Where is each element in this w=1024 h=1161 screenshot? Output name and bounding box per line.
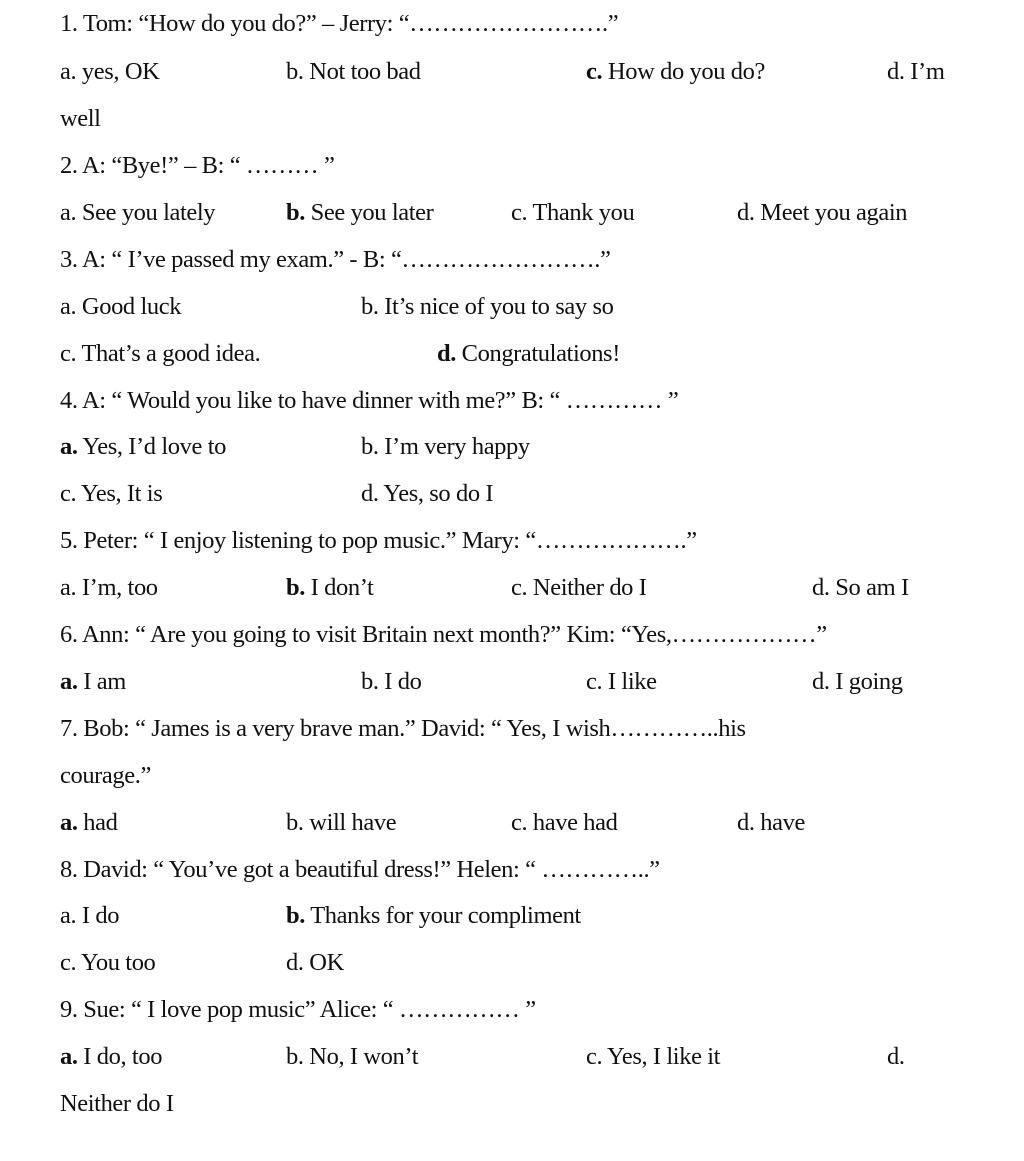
option-text: So am I [829, 574, 909, 601]
option-letter: b. [286, 199, 305, 226]
option-text: have [754, 809, 805, 836]
option-text: No, I won’t [303, 1043, 419, 1070]
option-text: I like [602, 668, 657, 695]
option-letter: a. [60, 293, 77, 320]
option-letter: c. [60, 480, 77, 507]
option-letter: d. [361, 480, 379, 507]
option-text: have had [527, 809, 618, 836]
option-text: yes, OK [76, 58, 160, 85]
option-letter: b. [286, 58, 304, 85]
option-letter: d. [887, 58, 905, 85]
option-letter: c. [511, 199, 528, 226]
q9-option-c [586, 1042, 720, 1072]
option-text: Yes, I’d love to [77, 433, 226, 460]
option-letter: c. [60, 340, 77, 367]
option-text: Neither do I [527, 574, 647, 601]
q6-option-b [361, 667, 422, 697]
option-letter: a. [60, 199, 77, 226]
option-letter: c. [586, 58, 603, 85]
q5-option-c [511, 573, 647, 603]
option-letter: a. [60, 1043, 78, 1070]
option-text: I going [829, 668, 903, 695]
option-letter: b. [361, 668, 379, 695]
q8-option-d [286, 948, 344, 978]
question-3-stem: 3. A: “ I’ve passed my exam.” - B: “…………………….” [60, 246, 611, 273]
option-letter: d. [437, 340, 456, 367]
option-letter: b. [286, 1043, 304, 1070]
option-text: Thanks for your compliment [304, 902, 581, 929]
option-letter: a. [60, 574, 77, 601]
q9-option-b [286, 1042, 418, 1072]
option-text: Yes, It is [76, 480, 163, 507]
option-text: See you later [304, 199, 434, 226]
question-7-stem-wrap: courage.” [60, 762, 151, 789]
option-letter: d. [286, 949, 304, 976]
option-letter: c. [511, 809, 528, 836]
option-letter: a. [60, 433, 78, 460]
option-letter: d. [737, 809, 755, 836]
option-text: Not too bad [303, 58, 421, 85]
option-text: I am [77, 668, 126, 695]
option-letter: c. [60, 949, 77, 976]
q9-option-d [887, 1042, 905, 1072]
option-text: Meet you again [754, 199, 908, 226]
q6-option-a [60, 667, 126, 697]
question-4-stem: 4. A: “ Would you like to have dinner with me?” B: “ ………… ” [60, 387, 679, 414]
option-letter: d. [812, 668, 830, 695]
q4-option-a [60, 432, 226, 462]
q2-option-a [60, 198, 215, 228]
q7-option-b [286, 808, 396, 838]
option-text: I’m [904, 58, 945, 85]
option-letter: b. [361, 433, 379, 460]
option-letter: a. [60, 58, 77, 85]
question-9-stem: 9. Sue: “ I love pop music” Alice: “ …………… ” [60, 996, 536, 1023]
option-text: Good luck [76, 293, 182, 320]
q5-option-b [286, 573, 373, 603]
option-text: Thank you [527, 199, 635, 226]
q2-option-d [737, 198, 907, 228]
option-text: will have [303, 809, 397, 836]
question-1-stem: 1. Tom: “How do you do?” – Jerry: “…………………….” [60, 10, 619, 37]
question-7-stem: 7. Bob: “ James is a very brave man.” David: “ Yes, I wish…………..his [60, 715, 746, 742]
option-text: I’m, too [76, 574, 158, 601]
q3-option-c [60, 339, 260, 369]
q2-option-b [286, 198, 433, 228]
q4-option-c [60, 479, 162, 509]
option-text: Yes, I like it [602, 1043, 721, 1070]
q4-option-d [361, 479, 493, 509]
option-text: had [77, 809, 118, 836]
q8-option-b [286, 901, 581, 931]
q1-option-d-wrap: well [60, 105, 101, 132]
option-letter: b. [286, 809, 304, 836]
option-letter: b. [361, 293, 379, 320]
q3-option-d [437, 339, 620, 369]
question-8-stem: 8. David: “ You’ve got a beautiful dress!” Helen: “ …………..” [60, 856, 660, 883]
option-letter: d. [887, 1043, 905, 1070]
question-5-stem: 5. Peter: “ I enjoy listening to pop music.” Mary: “……………….” [60, 527, 697, 554]
option-text: OK [303, 949, 344, 976]
option-text: I do [76, 902, 120, 929]
q9-option-a [60, 1042, 162, 1072]
q5-option-d [812, 573, 909, 603]
option-text: I’m very happy [378, 433, 530, 460]
option-text: Yes, so do I [378, 480, 494, 507]
q9-option-d-wrap: Neither do I [60, 1090, 174, 1117]
option-text: How do you do? [602, 58, 765, 85]
q7-option-c [511, 808, 617, 838]
option-text: See you lately [76, 199, 216, 226]
q1-option-c [586, 57, 765, 87]
option-letter: c. [586, 1043, 603, 1070]
option-text: I don’t [304, 574, 374, 601]
option-text: I do [378, 668, 422, 695]
q7-option-a [60, 808, 117, 838]
option-letter: c. [511, 574, 528, 601]
option-letter: b. [286, 574, 305, 601]
q4-option-b [361, 432, 530, 462]
option-text: You too [76, 949, 156, 976]
question-2-stem: 2. A: “Bye!” – B: “ ……… ” [60, 152, 335, 179]
q8-option-a [60, 901, 119, 931]
q1-option-d [887, 57, 944, 87]
q6-option-c [586, 667, 657, 697]
q2-option-c [511, 198, 634, 228]
q7-option-d [737, 808, 805, 838]
option-text: That’s a good idea. [76, 340, 261, 367]
option-text: I do, too [77, 1043, 163, 1070]
question-6-stem: 6. Ann: “ Are you going to visit Britain next month?” Kim: “Yes,………………” [60, 621, 827, 648]
option-text: It’s nice of you to say so [378, 293, 614, 320]
option-letter: d. [812, 574, 830, 601]
option-letter: c. [586, 668, 603, 695]
option-text: Congratulations! [455, 340, 620, 367]
option-letter: a. [60, 668, 78, 695]
option-letter: a. [60, 809, 78, 836]
q1-option-a [60, 57, 159, 87]
q1-option-b [286, 57, 421, 87]
option-letter: a. [60, 902, 77, 929]
q5-option-a [60, 573, 158, 603]
option-letter: d. [737, 199, 755, 226]
q6-option-d [812, 667, 903, 697]
q3-option-a [60, 292, 181, 322]
q3-option-b [361, 292, 613, 322]
option-letter: b. [286, 902, 305, 929]
q8-option-c [60, 948, 155, 978]
